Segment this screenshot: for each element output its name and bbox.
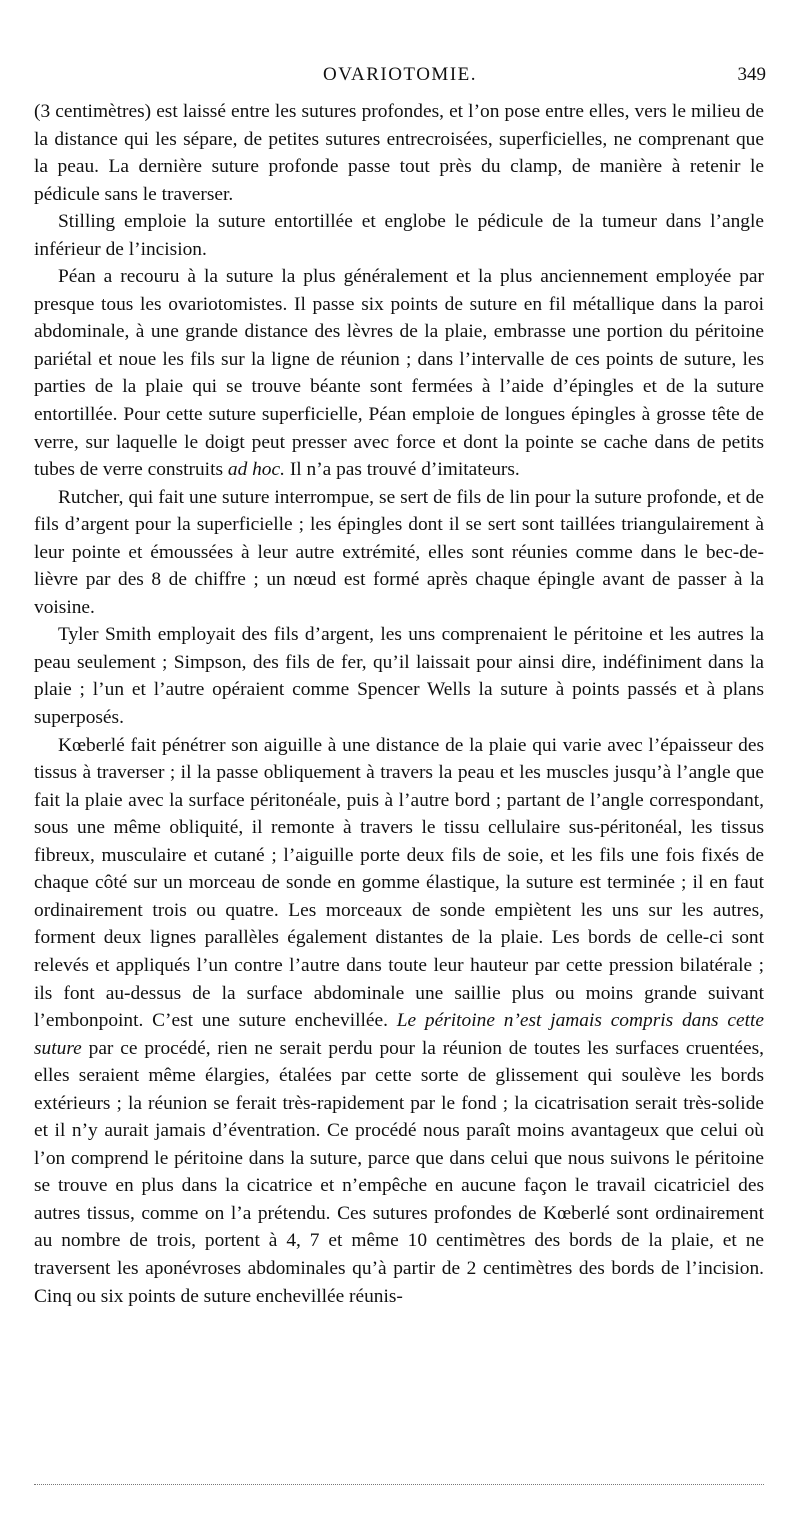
footer-rule (34, 1484, 764, 1485)
body-text (34, 98, 764, 1310)
paragraph (34, 208, 764, 263)
page-number: 349 (737, 64, 766, 85)
italic-phrase: Le péritoine n’est jamais compris dans cette suture (34, 1010, 764, 1059)
paragraph-text: Rutcher, qui fait une suture interrompue, se sert de fils de lin pour la suture profonde, et de fils d’argent pour la superficielle ; les épingles dont il se sert sont taillées triangulairement à leur pointe et émoussées à leur autre extrémité, elles sont réunies comme dans le bec-de-lièvre par des 8 de chiffre ; un nœud est formé après chaque épingle avant de passer à la voisine. (34, 486, 764, 618)
italic-phrase: ad hoc. (227, 459, 285, 481)
paragraph-text: (3 centimètres) est laissé entre les sutures profondes, et l’on pose entre elles, vers le milieu de la distance qui les sépare, de petites sutures entrecroisées, superficielles, ne comprenant que la peau. La dernière suture profonde passe tout près du clamp, de manière à retenir le pédicule sans le traverser. (34, 101, 764, 205)
paragraph (34, 484, 764, 622)
paragraph-text-after: Il n’a pas trouvé d’imitateurs. (284, 459, 520, 481)
running-head (34, 64, 766, 92)
paragraph-text: Tyler Smith employait des fils d’argent, les uns comprenaient le péritoine et les autres la peau seulement ; Simpson, des fils de fer, qu’il laissait pour ainsi dire, indéfiniment dans la plaie ; l’un et l’autre opéraient comme Spencer Wells la suture à points passés et à plans superposés. (34, 624, 764, 729)
paragraph (34, 621, 764, 731)
paragraph-text-after: par ce procédé, rien ne serait perdu pour la réunion de toutes les surfaces cruentées, elles seraient même élargies, étalées par cette sorte de glissement qui soulève les bords extérieurs ; la réunion se ferait très-rapidement par le fond ; la cicatrisation serait très-solide et il n’y aurait jamais d’éventration. Ce procédé nous paraît moins avantageux que celui où l’on comprend le péritoine dans la suture, parce que dans celui que nous suivons le péritoine se trouve en plus dans la cicatrice et n’empêche en aucune façon le travail cicatriciel des autres tissus, comme on l’a prétendu. Ces sutures profondes de Kœberlé sont ordinairement au nombre de trois, portent à 4, 7 et même 10 centimètres des bords de la plaie, et ne traversent les aponévroses abdominales qu’à partir de 2 centimètres des bords de l’incision. Cinq ou six points de suture enchevillée réunis- (34, 1037, 764, 1307)
paragraph-text: Péan a recouru à la suture la plus généralement et la plus anciennement employée par presque tous les ovariotomistes. Il passe six points de suture en fil métallique dans la paroi abdominale, à une grande distance des lèvres de la plaie, embrasse une portion du péritoine pariétal et noue les fils sur la ligne de réunion ; dans l’intervalle de ces points de suture, les parties de la plaie qui se trouve béante sont fermées à l’aide d’épingles et de la suture entortillée. Pour cette suture superficielle, Péan emploie de longues épingles à grosse tête de verre, sur laquelle le doigt peut presser avec force et dont la pointe se cache dans de petits tubes de verre construits (34, 266, 764, 481)
running-title: OVARIOTOMIE. (323, 64, 477, 85)
paragraph-text: Kœberlé fait pénétrer son aiguille à une distance de la plaie qui varie avec l’épaisseur des tissus à traverser ; il la passe obliquement à travers la peau et les muscles jusqu’à l’angle que fait la plaie avec la surface péritonéale, puis à l’autre bord ; partant de l’angle correspondant, sous une même obliquité, il remonte à travers le tissu cellulaire sus-péritonéal, les tissus fibreux, musculaire et cutané ; l’aiguille porte deux fils de soie, et les fils une fois fixés de chaque côté sur un morceau de sonde en gomme élastique, la suture est terminée ; il en faut ordinairement trois ou quatre. Les morceaux de sonde empiètent les uns sur les autres, forment deux lignes parallèles également distantes de la plaie. Les bords de celle-ci sont relevés et appliqués l’un contre l’autre dans toute leur hauteur par cette pression bilatérale ; ils font au-dessus de la surface abdominale une saillie plus ou moins grande suivant l’embonpoint. C’est une suture enchevillée. (34, 734, 764, 1032)
paragraph (34, 98, 764, 208)
paragraph (34, 263, 764, 483)
paragraph (34, 732, 764, 1310)
paragraph-text: Stilling emploie la suture entortillée et englobe le pédicule de la tumeur dans l’angle inférieur de l’incision. (34, 211, 764, 260)
